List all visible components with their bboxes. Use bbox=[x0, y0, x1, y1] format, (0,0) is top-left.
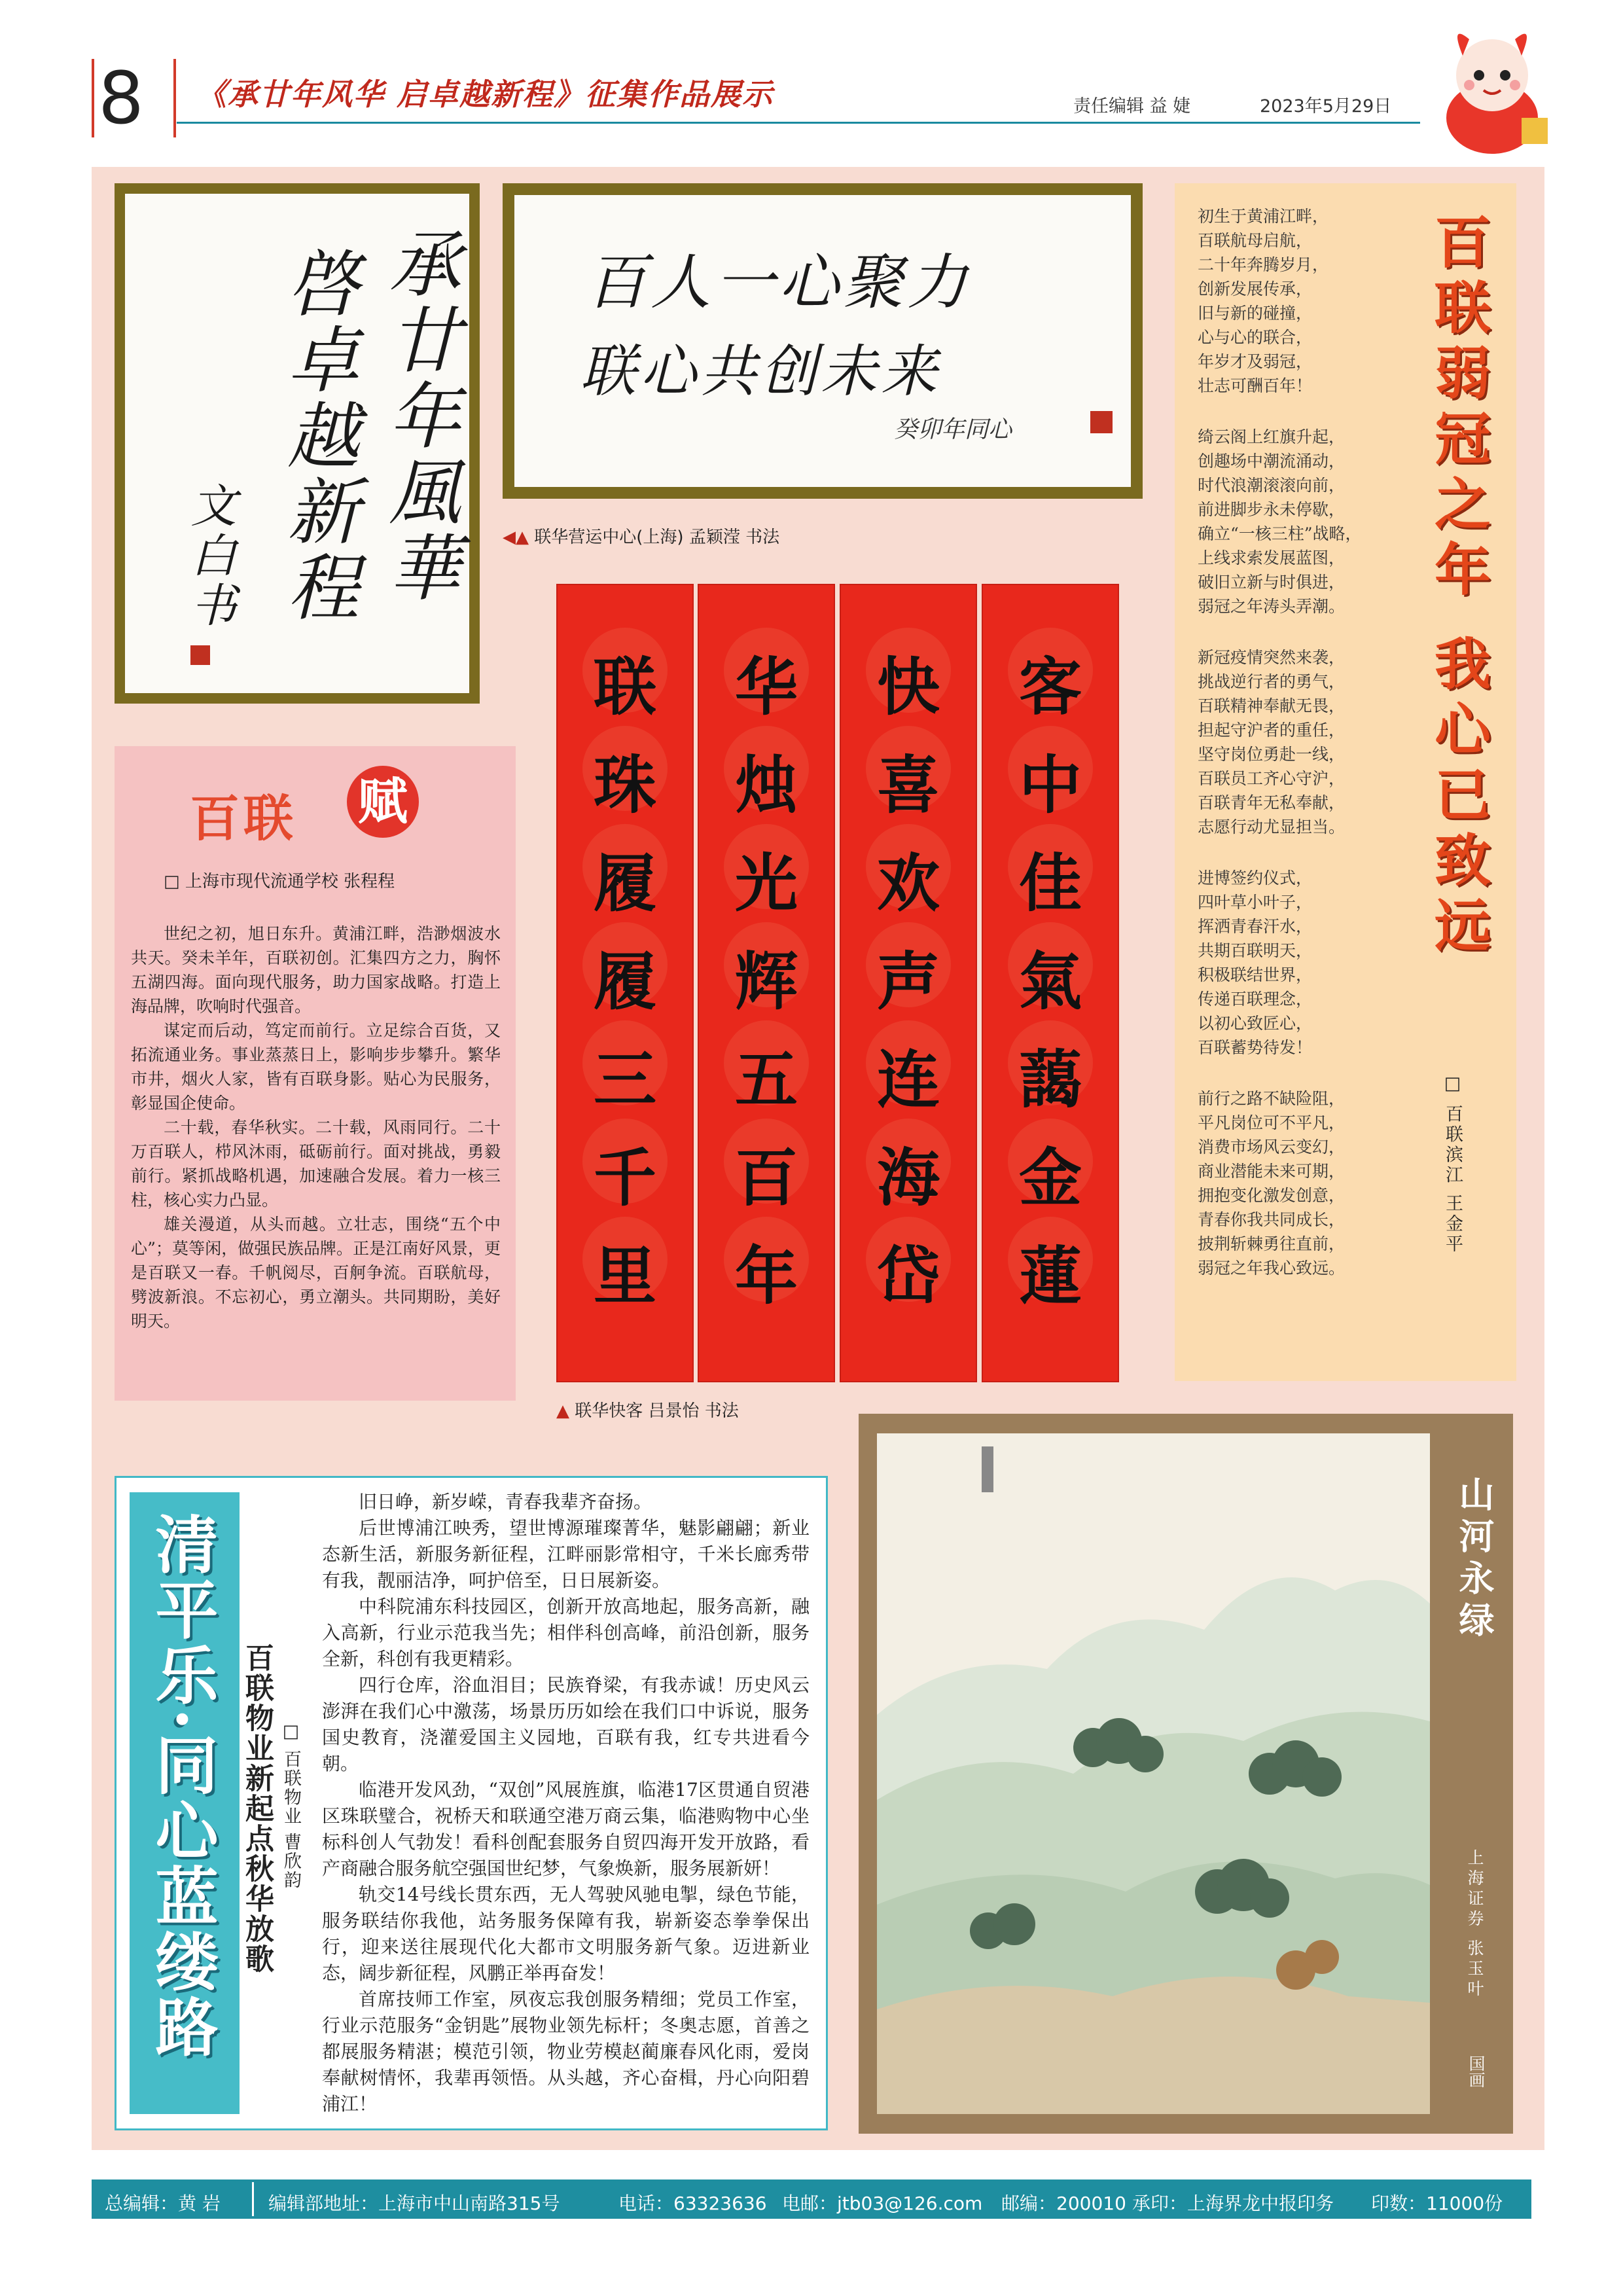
couplet-glyph: 岱 bbox=[877, 1239, 940, 1313]
seal-stamp bbox=[1090, 411, 1113, 433]
couplet-glyph: 华 bbox=[735, 650, 798, 724]
poem-stanza bbox=[1198, 1086, 1345, 1280]
calligraphy-line: 联心共创未来 bbox=[580, 339, 941, 404]
fu-title-badge: 赋 bbox=[347, 766, 419, 838]
couplet-glyph: 联 bbox=[594, 650, 656, 724]
square-marker-icon: □ bbox=[281, 1721, 301, 1750]
couplet-glyph: 里 bbox=[594, 1239, 656, 1313]
poem-line: 年岁才及弱冠， bbox=[1198, 352, 1313, 371]
couplet-glyph: 三 bbox=[594, 1043, 656, 1117]
couplet-glyph: 客 bbox=[1019, 650, 1082, 724]
poem-line: 拥抱变化激发创意， bbox=[1198, 1186, 1346, 1205]
poem-line: 初生于黄浦江畔， bbox=[1198, 207, 1329, 226]
paragraph: 谋定而后动，笃定而前行。立足综合百货，又拓流通业务。事业蒸蒸日上，影响步步攀升。繁华市井，烟火人家，皆有百联身影。贴心为民服务，彰显国企使命。 bbox=[131, 1021, 501, 1113]
poem-line: 披荆斩棘勇往直前， bbox=[1198, 1234, 1346, 1253]
couplet-column bbox=[556, 584, 694, 1382]
paragraph: 旧日峥，新岁嵘，青春我辈齐奋扬。 bbox=[359, 1491, 652, 1513]
couplet-caption bbox=[556, 1397, 739, 1422]
poem-line: 壮志可酬百年！ bbox=[1198, 376, 1313, 395]
poem-line: 青春你我共同成长， bbox=[1198, 1210, 1346, 1229]
fu-byline bbox=[164, 868, 395, 892]
poem-line: 四叶草小叶子， bbox=[1198, 893, 1313, 912]
calligraphy-column: 啓卓越新程 bbox=[276, 246, 359, 626]
couplet-glyph: 声 bbox=[877, 944, 940, 1018]
caption-text: 联华快客 吕景怡 书法 bbox=[575, 1401, 739, 1421]
header-editor: 责任编辑 益 婕 bbox=[1073, 96, 1191, 117]
poem-title: 百联弱冠之年 我心已致远 bbox=[1425, 213, 1491, 961]
page-number: 8 bbox=[98, 56, 144, 140]
couplet-glyph: 光 bbox=[735, 846, 798, 920]
footer-address: 编辑部地址：上海市中山南路315号 bbox=[268, 2193, 560, 2214]
poem-line: 前行之路不缺险阻， bbox=[1198, 1089, 1346, 1108]
poem-line: 平凡岗位可不平凡， bbox=[1198, 1113, 1346, 1132]
paragraph: 二十载，春华秋实。二十载，风雨同行。二十万百联人，栉风沐雨，砥砺前行。面对挑战，勇毅前行。紧抓战略机遇，加速融合发展。着力一核三柱，核心实力凸显。 bbox=[131, 1118, 501, 1210]
painting-author: 上海证券 张玉叶 bbox=[1465, 1849, 1484, 2000]
poem-stanza bbox=[1198, 866, 1312, 1060]
couplet-glyph: 快 bbox=[877, 650, 940, 724]
poem-line: 传递百联理念， bbox=[1198, 990, 1313, 1009]
couplet-glyph: 喜 bbox=[877, 748, 940, 822]
poem-stanza bbox=[1198, 425, 1362, 619]
footer-zip: 邮编：200010 bbox=[1001, 2193, 1126, 2214]
couplet-glyph: 连 bbox=[877, 1043, 940, 1117]
poem-line: 确立“一核三柱”战略， bbox=[1198, 524, 1362, 543]
landscape-painting bbox=[877, 1433, 1430, 2114]
header-divider bbox=[173, 59, 176, 137]
couplet-glyph: 履 bbox=[594, 944, 656, 1018]
footer-chief-editor: 总编辑：黄 岩 bbox=[105, 2193, 221, 2214]
header-divider bbox=[92, 59, 94, 137]
footer-print-count: 印数：11000份 bbox=[1371, 2193, 1503, 2214]
poem-line: 进博签约仪式， bbox=[1198, 869, 1313, 888]
author-name: 百联滨江 王金平 bbox=[1442, 1104, 1463, 1255]
couplet-glyph: 百 bbox=[735, 1141, 798, 1215]
calligraphy-vertical-frame bbox=[115, 183, 480, 704]
triangle-marker-icon: ◀▲ bbox=[503, 528, 529, 547]
poem-line: 以初心致匠心， bbox=[1198, 1014, 1313, 1033]
painting-title: 山河永绿 bbox=[1454, 1476, 1495, 1643]
couplet-glyph: 辉 bbox=[735, 944, 798, 1018]
couplet-glyph: 履 bbox=[594, 846, 656, 920]
author-name: 百联物业 曹欣韵 bbox=[281, 1749, 301, 1890]
poem-line: 新冠疫情突然来袭， bbox=[1198, 648, 1346, 667]
poem-stanza bbox=[1198, 645, 1345, 839]
couplet-column bbox=[840, 584, 977, 1382]
calligraphy-horizontal-frame bbox=[503, 183, 1143, 499]
poem-line: 百联蓄势待发！ bbox=[1198, 1038, 1313, 1057]
square-marker-icon: □ bbox=[164, 872, 185, 891]
couplet-glyph: 五 bbox=[735, 1043, 798, 1117]
author-name: 上海市现代流通学校 张程程 bbox=[185, 872, 395, 891]
poem-line: 破旧立新与时俱进， bbox=[1198, 573, 1346, 592]
poem-line: 旧与新的碰撞， bbox=[1198, 304, 1313, 323]
poem-line: 弱冠之年我心致远。 bbox=[1198, 1259, 1346, 1278]
poem-line: 前进脚步永未停歇， bbox=[1198, 500, 1346, 519]
couplet-glyph: 年 bbox=[735, 1239, 798, 1313]
couplet-glyph: 金 bbox=[1019, 1141, 1082, 1215]
song-side-title: 清平乐·同心蓝缕路 bbox=[145, 1512, 219, 2060]
header-title: 《承廿年风华 启卓越新程》征集作品展示 bbox=[196, 77, 774, 112]
poem-line: 商业潜能未来可期， bbox=[1198, 1162, 1346, 1181]
square-marker-icon: □ bbox=[1442, 1073, 1463, 1105]
poem-author bbox=[1440, 1073, 1465, 1255]
paragraph: 首席技师工作室，夙夜忘我创服务精细；党员工作室，行业示范服务“金钥匙”展物业领先标杆；冬奥志愿，首善之都展服务精湛；模范引领，物业劳模赵蔺廉春风化雨，爱岗奉献树情怀，我辈再领悟。从头越，齐心奋楫，丹心向阳碧浦江！ bbox=[322, 1988, 810, 2115]
paragraph: 轨交14号线长贯东西，无人驾驶风驰电掣，绿色节能，服务联结你我他，站务服务保障有我，崭新姿态拳拳保出行，迎来送往展现代化大都市文明服务新气象。迈进新业态，阔步新征程，风鹏正举再奋发！ bbox=[322, 1884, 810, 1984]
rabbit-mascot-icon bbox=[1423, 20, 1561, 157]
calligraphy-signature: 癸卯年同心 bbox=[894, 416, 1012, 443]
poem-line: 积极联结世界， bbox=[1198, 965, 1313, 984]
couplet-glyph: 欢 bbox=[877, 846, 940, 920]
song-title: 百联物业新起点秋华放歌 bbox=[240, 1643, 274, 1974]
calligraphy-column: 承廿年風華 bbox=[377, 226, 461, 606]
paragraph: 四行仓库，浴血泪目；民族脊梁，有我赤诚！历史风云澎湃在我们心中激荡，场景历历如绘在我们口中诉说，服务国史教育，浇灌爱国主义园地，百联有我，红专共进看今朝。 bbox=[322, 1674, 810, 1774]
seal-stamp bbox=[190, 645, 210, 665]
calligraphy-line: 百人一心聚力 bbox=[586, 247, 972, 317]
poem-line: 心与心的联合， bbox=[1198, 328, 1313, 347]
calligraphy-signature: 文白书 bbox=[183, 482, 237, 631]
poem-line: 时代浪潮滚滚向前， bbox=[1198, 476, 1346, 495]
poem-line: 创新发展传承， bbox=[1198, 279, 1313, 298]
couplet-glyph: 海 bbox=[877, 1141, 940, 1215]
fu-body bbox=[131, 922, 501, 1333]
couplet-glyph: 蓮 bbox=[1019, 1239, 1082, 1313]
poem-line: 百联青年无私奉献， bbox=[1198, 793, 1346, 812]
calligraphy-caption bbox=[503, 524, 779, 548]
poem-line: 弱冠之年涛头弄潮。 bbox=[1198, 597, 1346, 616]
couplet-glyph: 中 bbox=[1019, 748, 1082, 822]
couplet-glyph: 藹 bbox=[1019, 1043, 1082, 1117]
caption-text: 联华营运中心(上海) 孟颖滢 书法 bbox=[534, 528, 780, 547]
paragraph: 后世博浦江映秀，望世博源璀璨菁华，魅影翩翩；新业态新生活，新服务新征程，江畔丽影常相守，千米长廊秀带有我，靓丽洁净，呵护倍至，日日展新姿。 bbox=[322, 1517, 810, 1591]
poem-line: 上线求索发展蓝图， bbox=[1198, 548, 1346, 567]
poem-line: 坚守岗位勇赴一线， bbox=[1198, 745, 1346, 764]
paragraph: 世纪之初，旭日东升。黄浦江畔，浩渺烟波水共天。癸未羊年，百联初创。汇集四方之力，胸怀五湖四海。面向现代服务，助力国家战略。打造上海品牌，吹响时代强音。 bbox=[131, 924, 501, 1016]
footer-email: 电邮：jtb03@126.com bbox=[782, 2193, 983, 2214]
footer-phone: 电话：63323636 bbox=[618, 2193, 767, 2214]
poem-line: 挑战逆行者的勇气， bbox=[1198, 672, 1346, 691]
poem-line: 挥洒青春汗水， bbox=[1198, 917, 1313, 936]
couplet-glyph: 千 bbox=[594, 1141, 656, 1215]
couplet-column bbox=[982, 584, 1119, 1382]
couplet-glyph: 烛 bbox=[735, 748, 798, 822]
poem-line: 百联精神奉献无畏， bbox=[1198, 696, 1346, 715]
footer-divider bbox=[252, 2182, 254, 2216]
couplet-glyph: 佳 bbox=[1019, 846, 1082, 920]
couplet-glyph: 珠 bbox=[594, 748, 656, 822]
footer-printer: 承印：上海界龙中报印务 bbox=[1132, 2193, 1334, 2214]
paragraph: 中科院浦东科技园区，创新开放高地起，服务高新，融入高新，行业示范我当先；相伴科创高峰，前沿创新，服务全新，科创有我更精彩。 bbox=[322, 1596, 810, 1670]
poem-line: 绮云阁上红旗升起， bbox=[1198, 427, 1346, 446]
poem-line: 百联员工齐心守沪， bbox=[1198, 769, 1346, 788]
poem-line: 消费市场风云变幻， bbox=[1198, 1138, 1346, 1157]
poem-line: 二十年奔腾岁月， bbox=[1198, 255, 1329, 274]
paragraph: 雄关漫道，从头而越。立壮志，围绕“五个中心”；莫等闲，做强民族品牌。正是江南好风景，更是百联又一春。千帆阅尽，百舸争流。百联航母，劈波新浪。不忘初心，勇立潮头。共同期盼，美好明天。 bbox=[131, 1215, 501, 1331]
fu-title: 百联 bbox=[190, 789, 297, 848]
song-author bbox=[278, 1721, 304, 1890]
triangle-marker-icon: ▲ bbox=[556, 1401, 569, 1421]
paragraph: 临港开发风劲，“双创”风展旌旗，临港17区贯通自贸港区珠联璧合，祝桥天和联通空港万商云集，临港购物中心坐标科创人气勃发！看科创配套服务自贸四海开发开放路，看产商融合服务航空强国世纪梦，气象焕新，服务展新妍！ bbox=[322, 1779, 810, 1879]
header-date: 2023年5月29日 bbox=[1260, 96, 1392, 117]
poem-line: 共期百联明天， bbox=[1198, 941, 1313, 960]
painting-type: 国画 bbox=[1467, 2055, 1486, 2088]
couplet-column bbox=[698, 584, 835, 1382]
poem-line: 百联航母启航， bbox=[1198, 231, 1313, 250]
header-rule bbox=[177, 122, 1420, 124]
poem-stanza bbox=[1198, 204, 1329, 398]
song-body bbox=[322, 1489, 810, 2117]
couplet-glyph: 氣 bbox=[1019, 944, 1082, 1018]
poem-line: 担起守沪者的重任， bbox=[1198, 721, 1346, 740]
poem-line: 创趣场中潮流涌动， bbox=[1198, 452, 1346, 471]
poem-line: 志愿行动尤显担当。 bbox=[1198, 817, 1346, 836]
